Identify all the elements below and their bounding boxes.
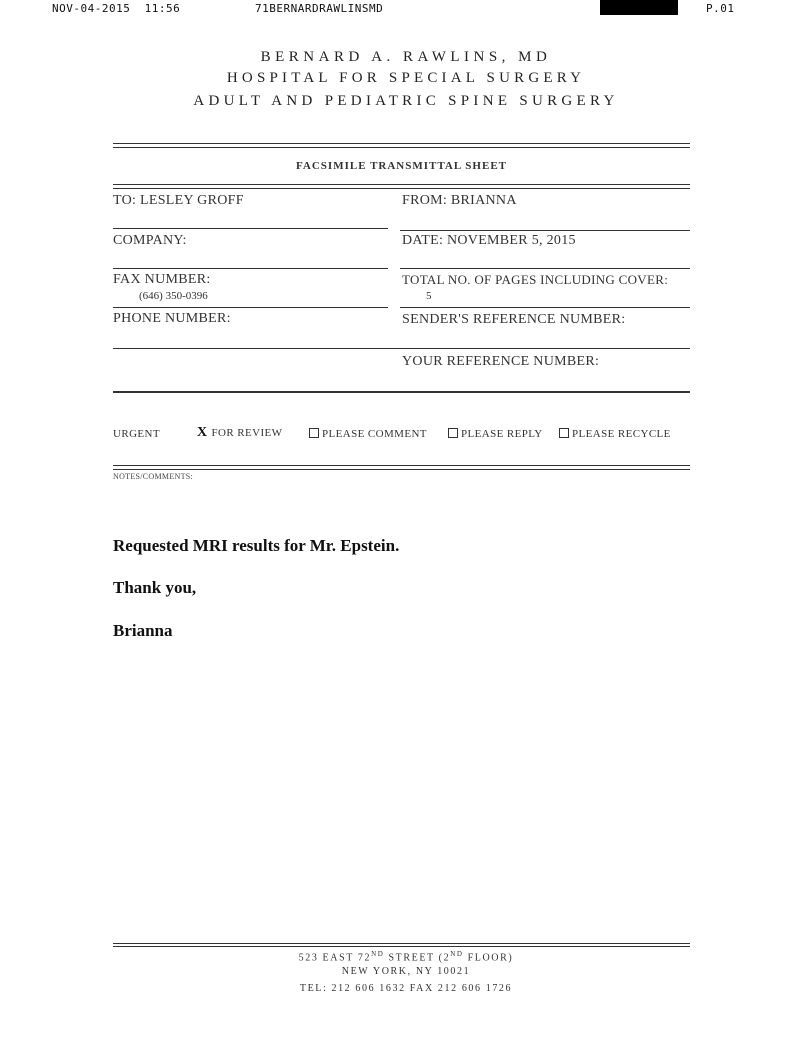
please-recycle-option (559, 428, 671, 440)
footer-address-part: STREET (2 (384, 952, 451, 964)
please-reply-label: PLEASE REPLY (461, 428, 543, 440)
divider (400, 268, 690, 269)
please-recycle-label: PLEASE RECYCLE (572, 428, 671, 440)
total-pages-value: 5 (426, 290, 432, 302)
fax-page-number: P.01 (706, 2, 735, 15)
letterhead-department: ADULT AND PEDIATRIC SPINE SURGERY (193, 93, 619, 109)
phone-number-field: PHONE NUMBER: (113, 311, 231, 326)
to-field: TO: LESLEY GROFF (113, 193, 244, 208)
footer-superscript: ND (450, 950, 464, 958)
divider (113, 184, 690, 185)
divider (113, 391, 690, 393)
letterhead-hospital: HOSPITAL FOR SPECIAL SURGERY (226, 70, 586, 86)
for-review-option (197, 425, 282, 441)
fax-number-value: (646) 350-0396 (139, 290, 208, 302)
from-field: FROM: BRIANNA (402, 193, 517, 208)
message-closing: Thank you, (113, 578, 197, 597)
please-comment-option (309, 428, 427, 440)
footer-address-part: 523 EAST 72 (298, 952, 372, 964)
urgent-option (113, 428, 160, 440)
divider (113, 943, 690, 944)
divider (113, 143, 690, 144)
divider (113, 469, 690, 470)
message-signature: Brianna (113, 621, 173, 640)
your-reference-field: YOUR REFERENCE NUMBER: (402, 354, 600, 369)
divider (400, 230, 690, 231)
divider (113, 228, 388, 229)
fax-number-label: FAX NUMBER: (113, 272, 211, 287)
footer-contact: TEL: 212 606 1632 FAX 212 606 1726 (299, 983, 513, 994)
checkbox-icon (448, 428, 458, 438)
checkbox-icon (559, 428, 569, 438)
sheet-title: FACSIMILE TRANSMITTAL SHEET (296, 160, 507, 172)
divider (113, 348, 690, 349)
footer-address (0, 950, 812, 963)
footer-city: NEW YORK, NY 10021 (341, 966, 471, 977)
divider (113, 188, 690, 189)
fax-timestamp: NOV-04-2015 11:56 (52, 2, 181, 15)
checkbox-icon (309, 428, 319, 438)
please-comment-label: PLEASE COMMENT (322, 428, 427, 440)
date-field: DATE: NOVEMBER 5, 2015 (402, 233, 576, 248)
urgent-label: URGENT (113, 428, 161, 440)
fax-sender-id: 71BERNARDRAWLINSMD (255, 2, 384, 15)
letterhead-name: BERNARD A. RAWLINS, MD (260, 49, 552, 65)
message-line: Requested MRI results for Mr. Epstein. (113, 536, 400, 555)
footer-address-part: FLOOR) (463, 952, 514, 964)
sender-reference-field: SENDER'S REFERENCE NUMBER: (402, 312, 626, 327)
total-pages-label: TOTAL NO. OF PAGES INCLUDING COVER: (402, 272, 669, 287)
divider (113, 268, 388, 269)
notes-label: NOTES/COMMENTS: (113, 472, 194, 481)
divider (113, 307, 388, 308)
divider (113, 147, 690, 148)
x-mark: X (197, 425, 208, 440)
divider (113, 465, 690, 466)
for-review-label: FOR REVIEW (211, 427, 283, 439)
redaction-bar (600, 0, 678, 15)
divider (113, 946, 690, 947)
company-field: COMPANY: (113, 233, 187, 248)
footer-superscript: ND (371, 950, 385, 958)
please-reply-option (448, 428, 543, 440)
divider (400, 307, 690, 308)
